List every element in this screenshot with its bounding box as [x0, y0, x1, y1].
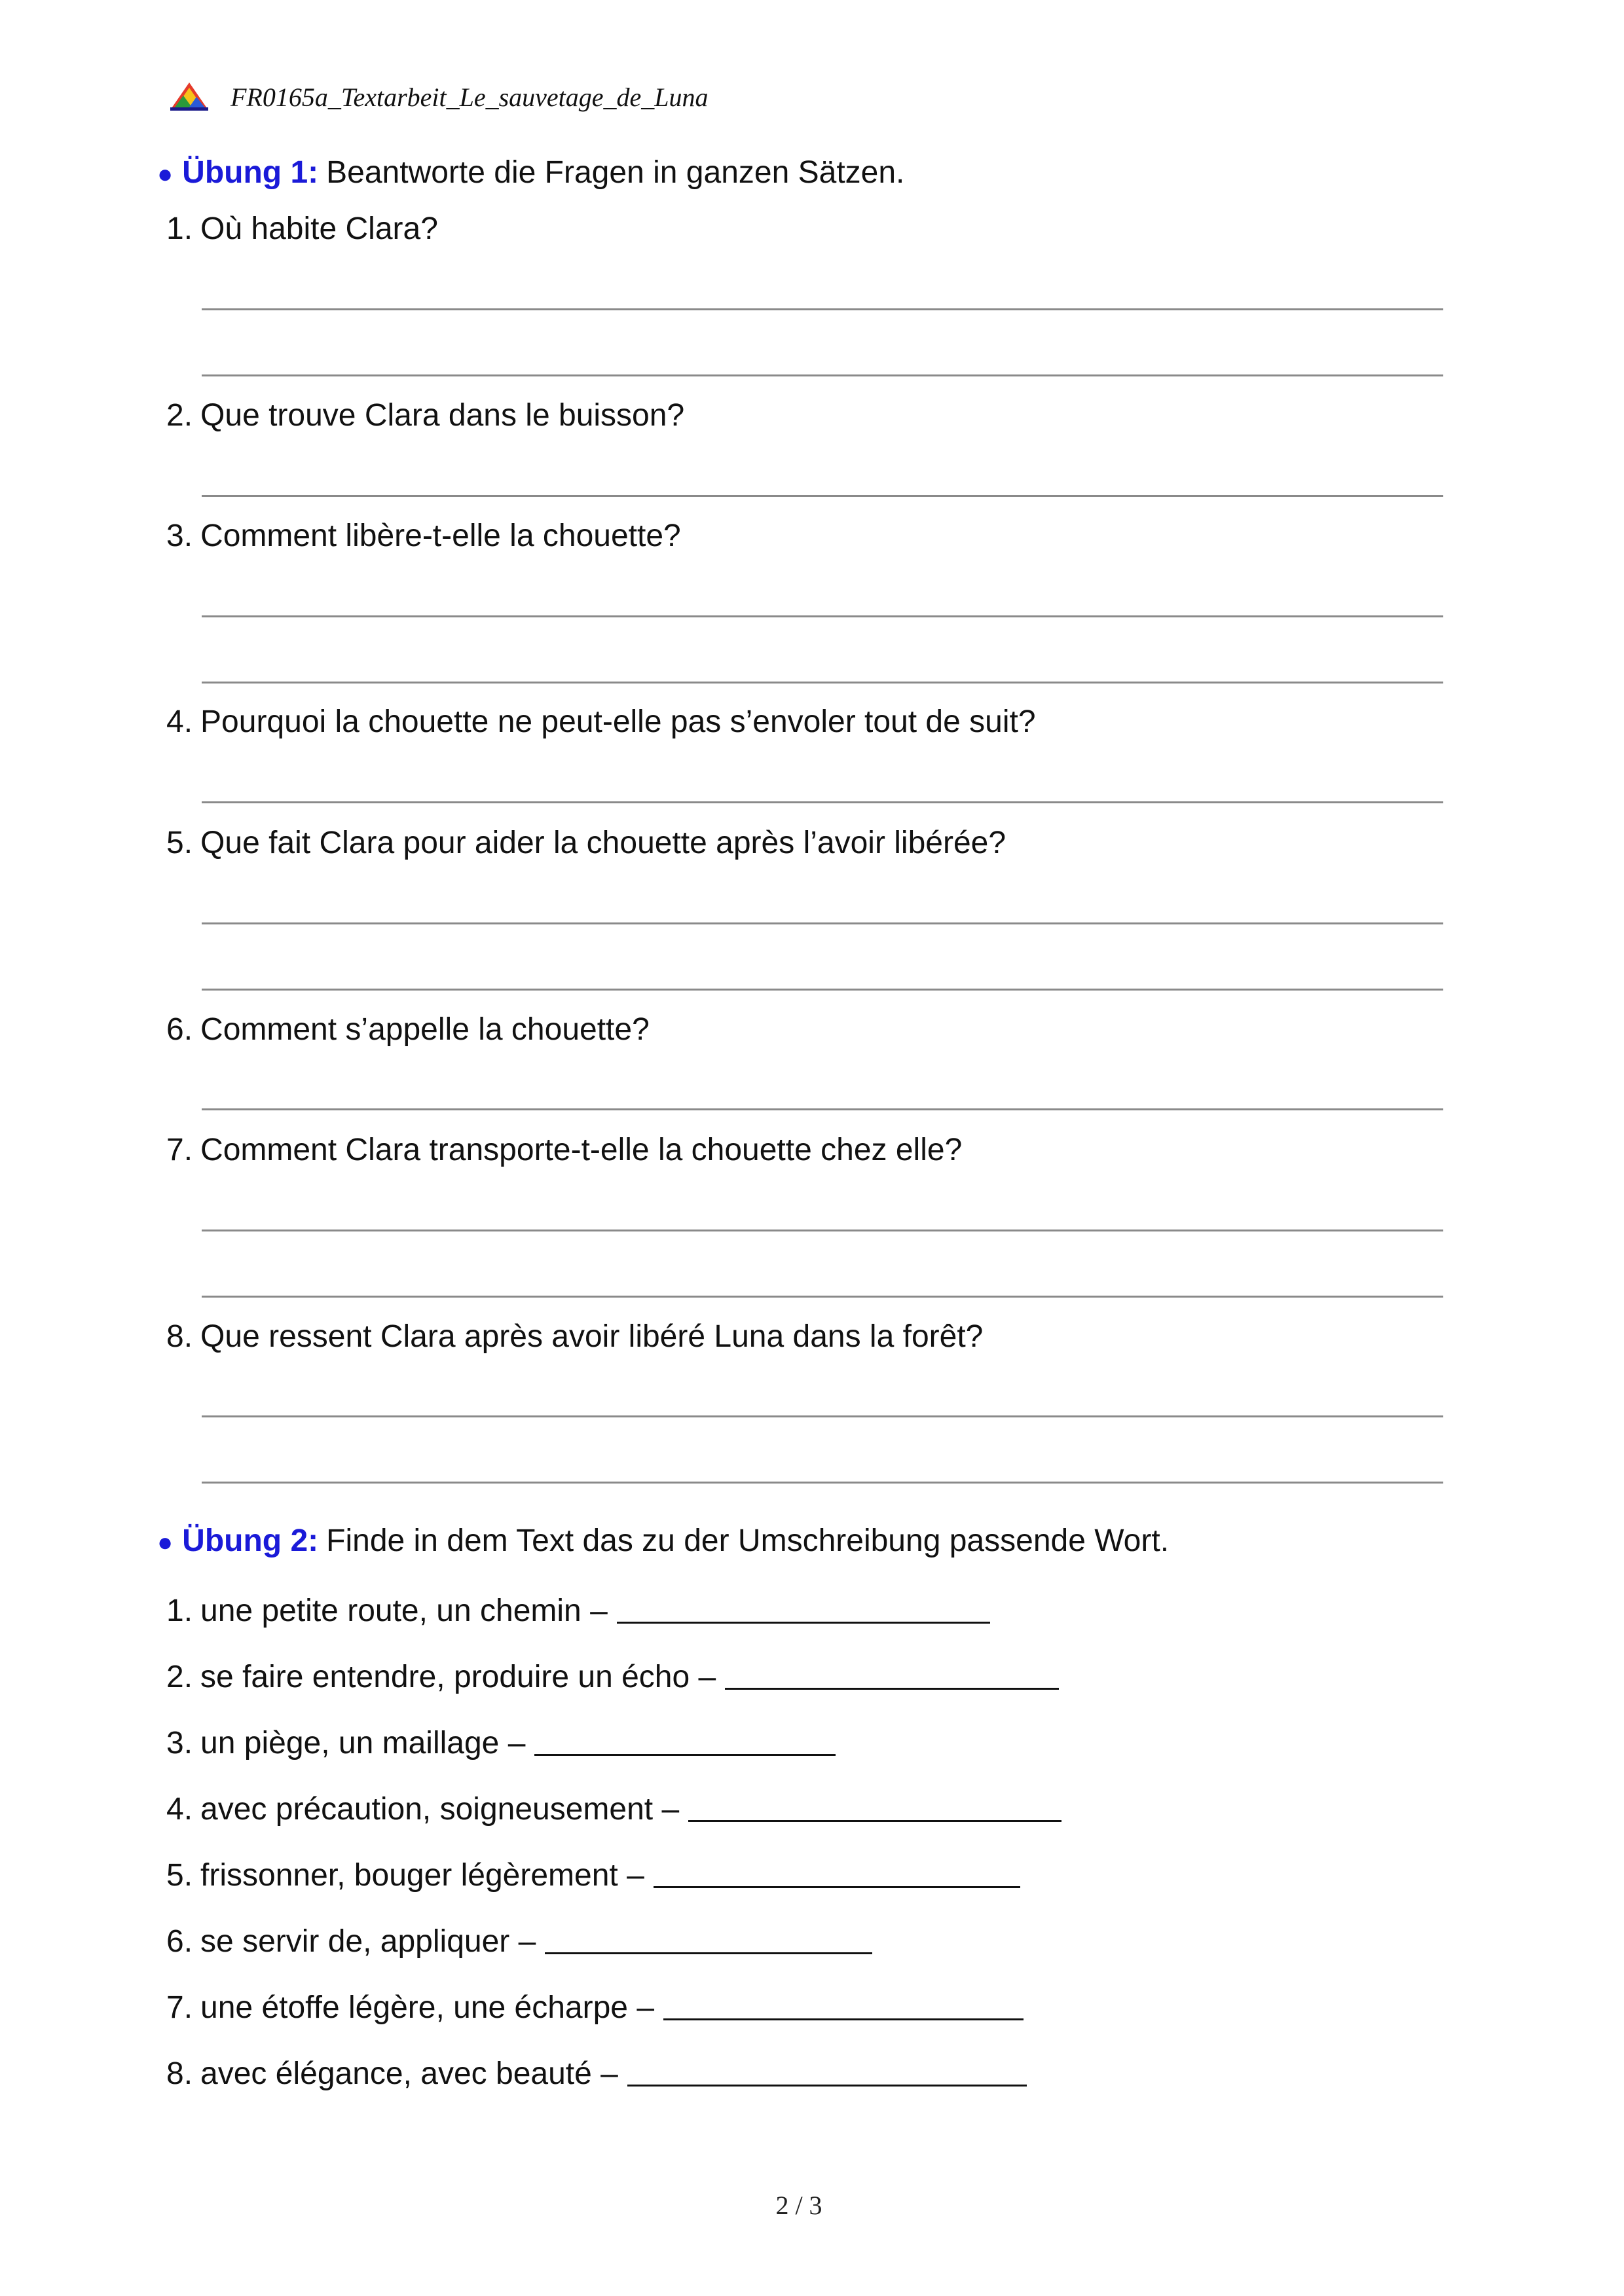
exercise-1-label: Übung 1: — [182, 155, 319, 190]
bullet-icon: ● — [157, 160, 174, 189]
answer-line[interactable] — [202, 495, 1443, 497]
page-number: 2 / 3 — [775, 2191, 822, 2220]
answer-line[interactable] — [202, 615, 1443, 617]
question-8: 8. Que ressent Clara après avoir libéré Luna dans la forêt? — [166, 1319, 984, 1354]
exercise-1-instruction: Beantworte die Fragen in ganzen Sätzen. — [326, 155, 905, 190]
mountain-logo-icon — [169, 81, 210, 113]
definition-item-1: 1. une petite route, un chemin – — [166, 1593, 990, 1629]
answer-line[interactable] — [202, 682, 1443, 683]
exercise-2-label: Übung 2: — [182, 1523, 319, 1558]
question-2: 2. Que trouve Clara dans le buisson? — [166, 398, 685, 433]
answer-line[interactable] — [202, 1415, 1443, 1417]
question-5: 5. Que fait Clara pour aider la chouette après l’avoir libérée? — [166, 826, 1006, 860]
answer-blank[interactable] — [534, 1754, 836, 1756]
answer-blank[interactable] — [654, 1886, 1020, 1888]
definition-item-2: 2. se faire entendre, produire un écho – — [166, 1659, 1059, 1695]
answer-blank[interactable] — [663, 2018, 1024, 2020]
exercise-1-heading — [157, 155, 904, 191]
question-4: 4. Pourquoi la chouette ne peut-elle pas s’envoler tout de suit? — [166, 704, 1036, 739]
question-1: 1. Où habite Clara? — [166, 211, 438, 246]
answer-line[interactable] — [202, 922, 1443, 924]
question-6: 6. Comment s’appelle la chouette? — [166, 1012, 650, 1047]
answer-blank[interactable] — [617, 1622, 990, 1624]
answer-blank[interactable] — [688, 1820, 1061, 1822]
definition-item-5: 5. frissonner, bouger légèrement – — [166, 1857, 1020, 1893]
answer-blank[interactable] — [725, 1688, 1059, 1690]
definition-item-6: 6. se servir de, appliquer – — [166, 1923, 872, 1959]
definition-item-4: 4. avec précaution, soigneusement – — [166, 1791, 1061, 1827]
answer-line[interactable] — [202, 1230, 1443, 1231]
answer-line[interactable] — [202, 1296, 1443, 1298]
definition-item-8: 8. avec élégance, avec beauté – — [166, 2056, 1027, 2092]
exercise-2-heading — [157, 1523, 1169, 1559]
answer-line[interactable] — [202, 1108, 1443, 1110]
answer-line[interactable] — [202, 989, 1443, 991]
document-header — [169, 77, 709, 117]
answer-blank[interactable] — [627, 2085, 1027, 2086]
answer-line[interactable] — [202, 374, 1443, 376]
exercise-2-instruction: Finde in dem Text das zu der Umschreibung passende Wort. — [326, 1523, 1170, 1558]
document-title: FR0165a_Textarbeit_Le_sauvetage_de_Luna — [231, 82, 709, 112]
answer-line[interactable] — [202, 801, 1443, 803]
question-3: 3. Comment libère-t-elle la chouette? — [166, 519, 681, 553]
bullet-icon: ● — [157, 1528, 174, 1557]
answer-line[interactable] — [202, 308, 1443, 310]
answer-blank[interactable] — [545, 1952, 872, 1954]
definition-item-7: 7. une étoffe légère, une écharpe – — [166, 1990, 1024, 2026]
answer-line[interactable] — [202, 1482, 1443, 1484]
question-7: 7. Comment Clara transporte-t-elle la chouette chez elle? — [166, 1133, 963, 1167]
definition-item-3: 3. un piège, un maillage – — [166, 1725, 836, 1761]
